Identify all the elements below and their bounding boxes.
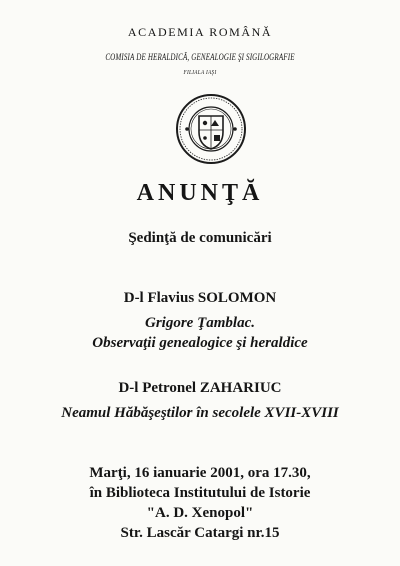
commission-name: COMISIA DE HERALDICĂ, GENEALOGIE ŞI SIGILOGRAFIE — [105, 53, 295, 63]
talk-2-title: Neamul Hăbăşeştilor în secolele XVII-XVIII — [61, 405, 339, 421]
event-address: Str. Lascăr Catargi nr.15 — [120, 525, 280, 541]
event-datetime: Marţi, 16 ianuarie 2001, ora 17.30, — [89, 465, 311, 481]
session-title: Şedinţă de comunicări — [128, 230, 272, 246]
event-venue-name: "A. D. Xenopol" — [146, 505, 254, 521]
seal-emblem — [175, 93, 247, 165]
speaker-1: D-l Flavius SOLOMON — [123, 290, 277, 306]
talk-1-title-line-2: Observaţii genealogice şi heraldice — [92, 335, 308, 351]
announcement-heading: ANUNŢĂ — [136, 180, 264, 206]
branch-name: FILIALA IAŞI — [183, 69, 217, 76]
academy-name: ACADEMIA ROMÂNĂ — [127, 25, 273, 39]
speaker-2: D-l Petronel ZAHARIUC — [118, 380, 282, 396]
talk-1-title-line-1: Grigore Ţamblac. — [145, 315, 255, 331]
event-venue: în Biblioteca Institutului de Istorie — [89, 485, 311, 501]
